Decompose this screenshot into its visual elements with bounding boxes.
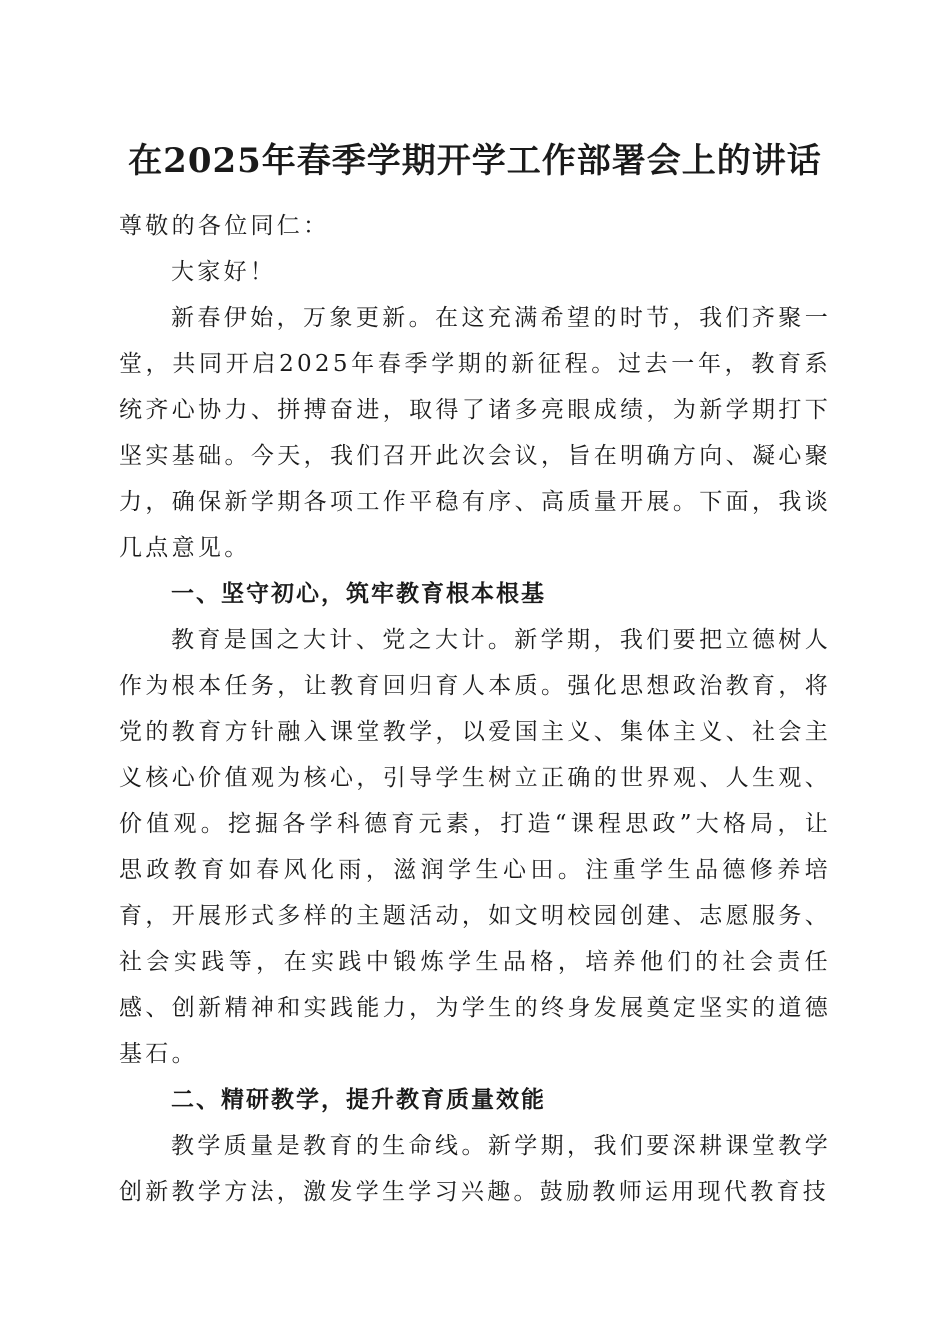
greeting: 大家好！ [171, 259, 277, 285]
document-title: 在2025年春季学期开学工作部署会上的讲话 [128, 141, 822, 181]
intro-paragraph: 新春伊始，万象更新。在这充满希望的时节，我们齐聚一堂，共同开启2025年春季学期的新征程。过去一年，教育系统齐心协力、拼搏奋进，取得了诸多亮眼成绩，为新学期打下坚实基础。今天，我们召开此次会议，旨在明确方向、凝心聚力，确保新学期各项工作平稳有序、高质量开展。下面，我谈几点意见。 [119, 305, 831, 561]
section-heading: 二、精研教学，提升教育质量效能 [171, 1087, 546, 1113]
section-paragraph: 教育是国之大计、党之大计。新学期，我们要把立德树人作为根本任务，让教育回归育人本质。强化思想政治教育，将党的教育方针融入课堂教学，以爱国主义、集体主义、社会主义核心价值观为核心，引导学生树立正确的世界观、人生观、价值观。挖掘各学科德育元素，打造“课程思政”大格局，让思政教育如春风化雨，滋润学生心田。注重学生品德修养培育，开展形式多样的主题活动，如文明校园创建、志愿服务、社会实践等，在实践中锻炼学生品格，培养他们的社会责任感、创新精神和实践能力，为学生的终身发展奠定坚实的道德基石。 [119, 627, 831, 1067]
section-paragraph: 教学质量是教育的生命线。新学期，我们要深耕课堂教学创新教学方法，激发学生学习兴趣。鼓励教师运用现代教育技 [119, 1133, 831, 1205]
document-body [119, 203, 831, 1215]
salutation: 尊敬的各位同仁： [119, 213, 330, 239]
section-heading: 一、坚守初心，筑牢教育根本根基 [171, 581, 546, 607]
